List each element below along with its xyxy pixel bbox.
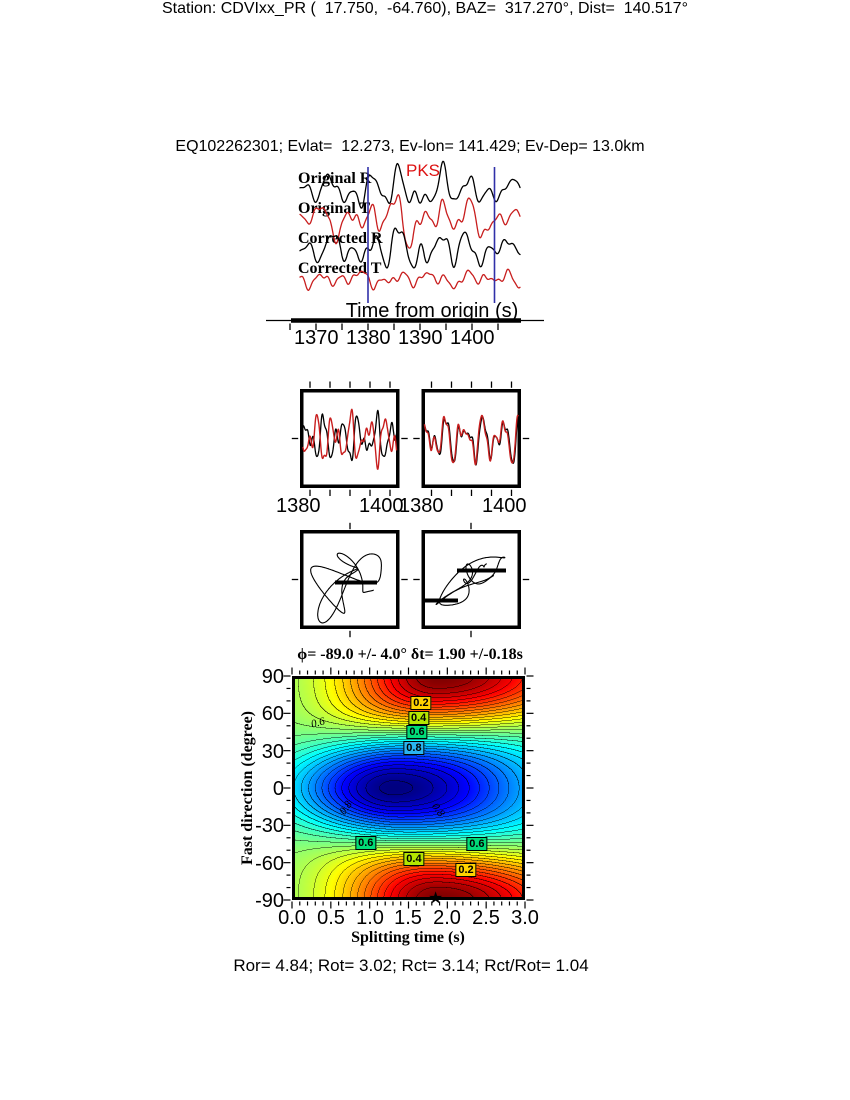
contour-level-label-0.6: 0.6 [406, 725, 427, 739]
window-panel-original-black-wave [303, 410, 397, 460]
contour-level-label-0.4: 0.4 [403, 852, 424, 866]
contour-level-label-0.4: 0.4 [408, 711, 429, 725]
ytick-m60: -60 [255, 853, 284, 875]
error-surface-canvas [292, 676, 525, 900]
xtick-1.0: 1.0 [356, 907, 384, 929]
best-fit-star-marker: ★ [428, 888, 444, 907]
contour-level-label-0.2: 0.2 [455, 863, 476, 877]
window-panel-original [302, 391, 398, 487]
contour-level-label-0.8: 0.8 [337, 798, 356, 817]
contour-level-label-0.2: 0.2 [410, 696, 431, 710]
contour-level-label-0.6: 0.6 [309, 715, 326, 731]
window-panel-corrected-black-wave [425, 417, 519, 465]
contour-level-label-0.8: 0.8 [429, 801, 447, 820]
contour-level-label-0.6: 0.6 [355, 836, 376, 850]
ytick-30: 30 [261, 741, 284, 763]
time-tick-1400: 1400 [450, 327, 495, 349]
xtick-2.5: 2.5 [472, 907, 500, 929]
trace-label-corrected-r: Corrected R [298, 230, 383, 247]
particle-motion-original [302, 532, 398, 628]
time-tick-1390: 1390 [398, 327, 443, 349]
xtick-0.5: 0.5 [317, 907, 345, 929]
xtick-3.0: 3.0 [511, 907, 539, 929]
panel1-tick-1400: 1400 [359, 495, 404, 517]
trace-label-original-t: Original T [298, 200, 371, 217]
window-panel-original-red-wave [303, 409, 397, 469]
window-panel-corrected [423, 391, 519, 487]
ytick-0: 0 [272, 778, 284, 800]
contour-level-label-0.8: 0.8 [403, 741, 424, 755]
time-tick-1380: 1380 [346, 327, 391, 349]
xtick-0.0: 0.0 [278, 907, 306, 929]
contour-y-axis-label: Fast direction (degree) [239, 710, 256, 866]
ytick-m90: -90 [255, 890, 284, 912]
window-panel-corrected-red-wave [425, 415, 519, 464]
xtick-1.5: 1.5 [394, 907, 422, 929]
ytick-60: 60 [261, 703, 284, 725]
ytick-m30: -30 [255, 815, 284, 837]
ytick-90: 90 [261, 666, 284, 688]
particle-motion-original-curve [311, 553, 382, 623]
contour-title: ϕ= -89.0 +/- 4.0° δt= 1.90 +/-0.18s [297, 646, 523, 663]
contour-x-axis-label: Splitting time (s) [351, 929, 465, 946]
trace-label-corrected-t: Corrected T [298, 260, 382, 277]
particle-motion-corrected-curve [436, 557, 505, 605]
header-event-line: EQ102262301; Evlat= 12.273, Ev-lon= 141.429; Ev-Dep= 13.0km [175, 138, 645, 155]
header-station-line: Station: CDVIxx_PR ( 17.750, -64.760), BAZ= 317.270°, Dist= 140.517° [162, 0, 688, 17]
result-summary: Ror= 4.84; Rot= 3.02; Rct= 3.14; Rct/Rot= 1.04 [233, 956, 589, 975]
contour-level-label-0.6: 0.6 [466, 837, 487, 851]
phase-label: PKS [406, 161, 441, 180]
panel2-tick-1380: 1380 [399, 495, 444, 517]
particle-motion-corrected [423, 532, 519, 628]
panel1-tick-1380: 1380 [276, 495, 321, 517]
xtick-2.0: 2.0 [433, 907, 461, 929]
time-tick-1370: 1370 [294, 327, 339, 349]
time-axis-label: Time from origin (s) [345, 300, 519, 322]
trace-label-original-r: Original R [298, 170, 372, 187]
panel2-tick-1400: 1400 [482, 495, 527, 517]
